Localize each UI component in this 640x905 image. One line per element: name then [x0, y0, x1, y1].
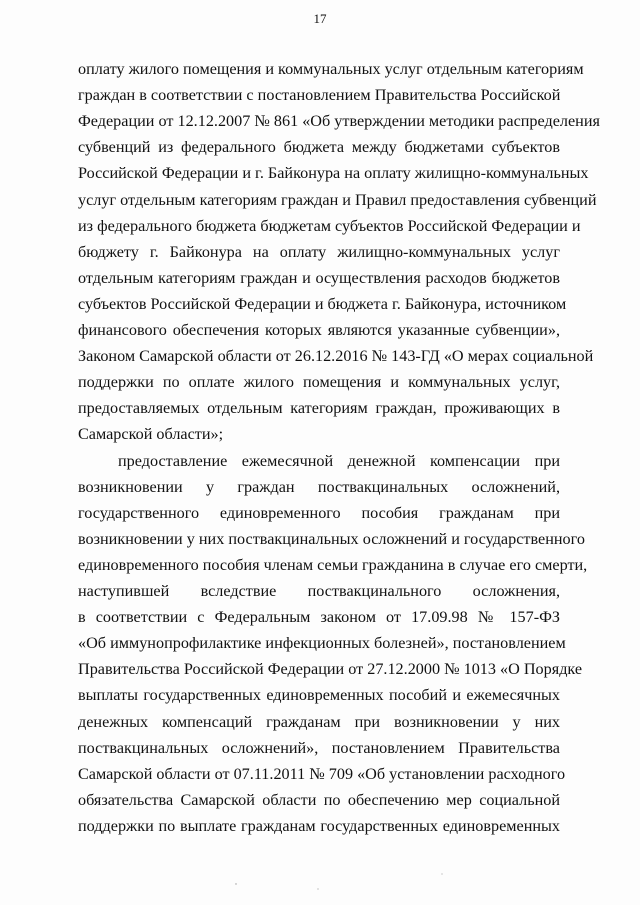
text-line: возникновении у них поствакцинальных осложнений и государственного: [78, 529, 585, 548]
text-line: в соответствии с Федеральным законом от 17.09.98 № 157-ФЗ: [78, 608, 560, 627]
text-line: единовременного пособия членам семьи гражданина в случае его смерти,: [78, 555, 588, 574]
text-line: предоставление ежемесячной денежной компенсации при: [118, 451, 560, 470]
text-line: финансового обеспечения которых являются указанные субвенции»,: [78, 321, 560, 339]
text-line: услуг отдельным категориям граждан и Правил предоставления субвенций: [78, 190, 597, 209]
text-line: граждан в соответствии с постановлением Правительства Российской: [78, 86, 561, 105]
text-line: поддержки по оплате жилого помещения и коммунальных услуг,: [78, 373, 560, 392]
text-line: Самарской области от 07.11.2011 № 709 «Об установлении расходного: [78, 764, 566, 783]
text-line: из федерального бюджета бюджетам субъектов Российской Федерации и: [78, 216, 581, 235]
text-line: оплату жилого помещения и коммунальных услуг отдельным категориям: [78, 60, 584, 78]
text-line: предоставляемых отдельным категориям граждан, проживающих в: [78, 399, 560, 418]
text-line: государственного единовременного пособия гражданам при: [78, 503, 560, 522]
text-line: субъектов Российской Федерации и бюджета г. Байконура, источником: [78, 294, 567, 313]
text-line: наступившей вследствие поствакцинального осложнения,: [78, 582, 560, 600]
text-line: возникновении у граждан поствакцинальных осложнений,: [78, 477, 560, 496]
text-line: обязательства Самарской области по обеспечению мер социальной: [78, 790, 560, 809]
text-line: поддержки по выплате гражданам государственных единовременных: [78, 816, 560, 835]
text-line: Правительства Российской Федерации от 27.12.2000 № 1013 «О Порядке: [78, 660, 583, 679]
text-line: денежных компенсаций гражданам при возникновении у них: [78, 712, 560, 731]
text-line: выплаты государственных единовременных пособий и ежемесячных: [78, 686, 560, 705]
page-number: 17: [313, 11, 327, 26]
text-line: поствакцинальных осложнений», постановлением Правительства: [78, 738, 560, 757]
text-line: Российской Федерации и г. Байконура на оплату жилищно-коммунальных: [78, 164, 589, 183]
text-line: отдельным категориям граждан и осуществления расходов бюджетов: [78, 268, 560, 287]
text-line: Федерации от 12.12.2007 № 861 «Об утверждении методики распределения: [78, 112, 600, 131]
text-line: субвенций из федерального бюджета между бюджетами субъектов: [78, 138, 560, 157]
text-line: Самарской области»;: [78, 425, 224, 444]
text-line: Законом Самарской области от 26.12.2016 № 143-ГД «О мерах социальной: [78, 347, 594, 366]
text-line: «Об иммунопрофилактике инфекционных болезней», постановлением: [78, 634, 566, 653]
text-line: бюджету г. Байконура на оплату жилищно-коммунальных услуг: [78, 242, 560, 261]
